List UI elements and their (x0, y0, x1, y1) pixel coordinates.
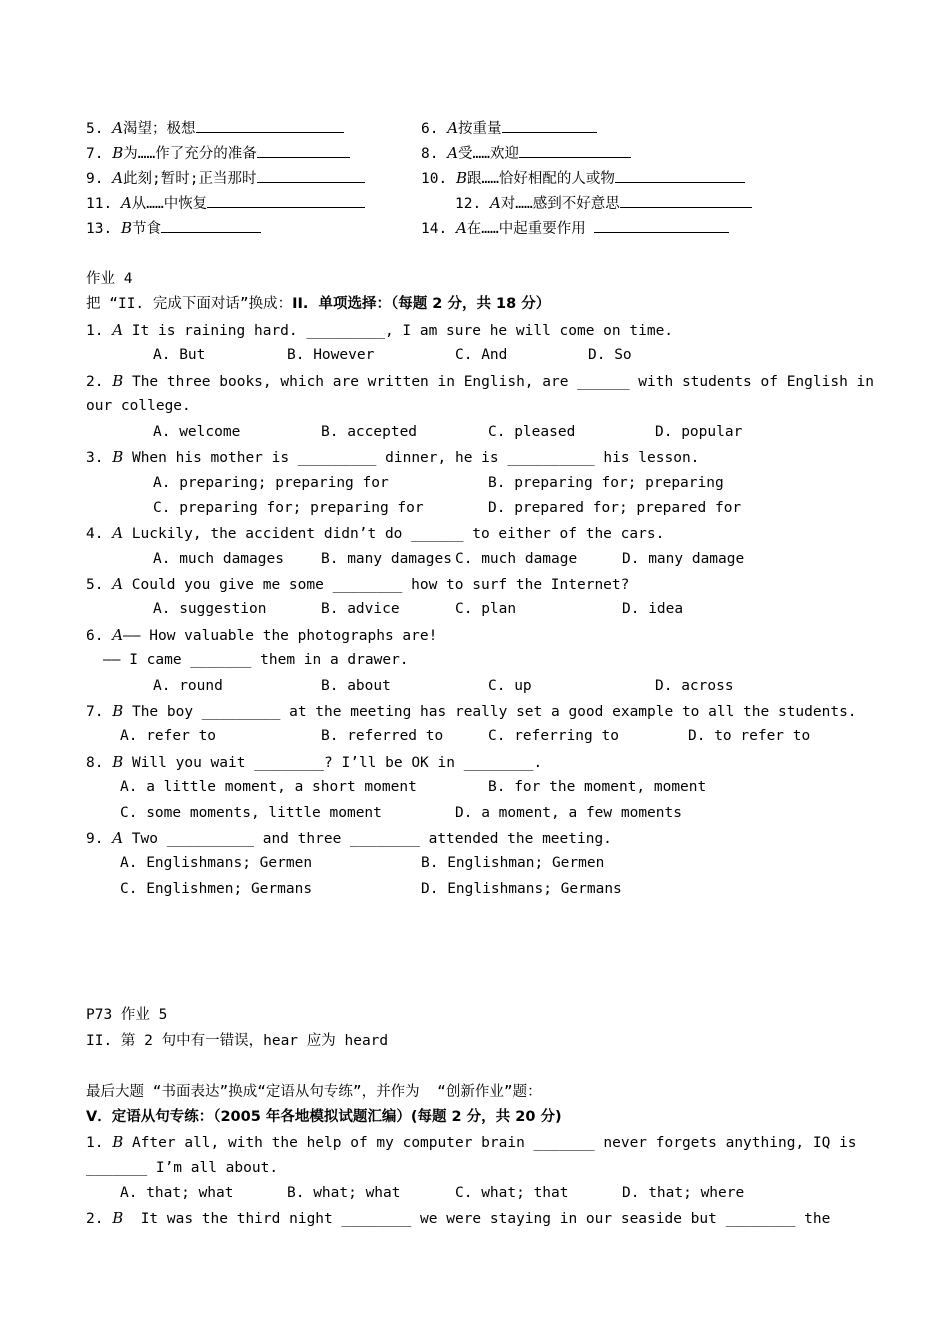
option: B. for the moment, moment (488, 779, 707, 795)
hw4-question-2-cont: our college. (86, 398, 191, 414)
vocab-item-6: 6. A按重量 (421, 118, 597, 138)
option: A. much damages (153, 551, 284, 567)
hw5-title: P73 作业 5 (86, 1007, 168, 1023)
option: D. that; where (622, 1185, 745, 1201)
hw4-question-6: 6. A—— How valuable the photographs are! (86, 626, 438, 644)
hw4-question-9: 9. A Two __________ and three ________ attended the meeting. (86, 829, 612, 847)
option: D. So (588, 347, 632, 363)
option: C. Englishmen; Germans (120, 881, 313, 897)
option: D. many damage (622, 551, 745, 567)
hw4-question-1: 1. A It is raining hard. _________, I am sure he will come on time. (86, 321, 674, 339)
hw4-question-7: 7. B The boy _________ at the meeting has really set a good example to all the students. (86, 702, 857, 720)
option: A. a little moment, a short moment (120, 779, 417, 795)
hw5-section-heading: V．定语从句专练：（2005 年各地模拟试题汇编）(每题 2 分，共 20 分) (86, 1109, 562, 1125)
vocab-item-9: 9. A此刻;暂时;正当那时 (86, 168, 365, 188)
hw5-replace-note: 最后大题 “书面表达”换成“定语从句专练”，并作为 “创新作业”题： (86, 1084, 542, 1100)
option: D. popular (655, 424, 743, 440)
option: C. And (455, 347, 508, 363)
option: C. some moments, little moment (120, 805, 382, 821)
option: C. plan (455, 601, 517, 617)
option: A. that; what (120, 1185, 234, 1201)
hw4-question-2: 2. B The three books, which are written in English, are ______ with students of English in (86, 372, 874, 390)
hw4-question-5: 5. A Could you give me some ________ how to surf the Internet? (86, 575, 630, 593)
option: B. advice (321, 601, 400, 617)
option: D. idea (622, 601, 684, 617)
option: D. Englishmans; Germans (421, 881, 622, 897)
hw4-question-8: 8. B Will you wait ________? I’ll be OK in ________. (86, 753, 543, 771)
vocab-item-14: 14. A在……中起重要作用 (421, 218, 729, 238)
option: B. However (287, 347, 375, 363)
hw4-question-3: 3. B When his mother is _________ dinner, he is __________ his lesson. (86, 448, 700, 466)
vocab-item-13: 13. B节食 (86, 218, 261, 238)
hw5-question-2: 2. B It was the third night ________ we were staying in our seaside but ________ the (86, 1209, 831, 1227)
option: A. Englishmans; Germen (120, 855, 313, 871)
vocab-item-12: 12. A对……感到不好意思 (455, 193, 752, 213)
option: B. what; what (287, 1185, 401, 1201)
option: A. round (153, 678, 223, 694)
hw4-instruction: 把 “II. 完成下面对话”换成：II. 单项选择：（每题 2 分，共 18 分） (86, 296, 551, 312)
hw5-question-1-cont: _______ I’m all about. (86, 1160, 279, 1176)
vocab-item-11: 11. A从……中恢复 (86, 193, 365, 213)
option: B. many damages (321, 551, 452, 567)
option: C. much damage (455, 551, 578, 567)
hw4-question-4: 4. A Luckily, the accident didn’t do ______ to either of the cars. (86, 524, 665, 542)
vocab-item-5: 5. A渴望；极想 (86, 118, 344, 138)
vocab-item-7: 7. B为……作了充分的准备 (86, 143, 350, 163)
option: B. Englishman; Germen (421, 855, 605, 871)
option: C. up (488, 678, 532, 694)
hw4-title: 作业 4 (86, 271, 133, 287)
vocab-item-10: 10. B跟……恰好相配的人或物 (421, 168, 745, 188)
option: D. prepared for; prepared for (488, 500, 742, 516)
option: D. to refer to (688, 728, 811, 744)
option: B. preparing for; preparing (488, 475, 724, 491)
option: B. referred to (321, 728, 444, 744)
hw5-note: II. 第 2 句中有一错误，hear 应为 heard (86, 1033, 389, 1049)
option: C. what; that (455, 1185, 569, 1201)
option: B. accepted (321, 424, 418, 440)
option: A. suggestion (153, 601, 267, 617)
hw5-question-1: 1. B After all, with the help of my computer brain _______ never forgets anything, IQ is (86, 1133, 857, 1151)
option: C. preparing for; preparing for (153, 500, 424, 516)
option: B. about (321, 678, 391, 694)
option: D. a moment, a few moments (455, 805, 682, 821)
option: C. referring to (488, 728, 619, 744)
option: A. But (153, 347, 206, 363)
option: D. across (655, 678, 734, 694)
hw4-question-6-cont: —— I came _______ them in a drawer. (103, 652, 409, 668)
option: A. preparing; preparing for (153, 475, 389, 491)
option: A. refer to (120, 728, 217, 744)
vocab-item-8: 8. A受……欢迎 (421, 143, 631, 163)
option: A. welcome (153, 424, 241, 440)
option: C. pleased (488, 424, 576, 440)
